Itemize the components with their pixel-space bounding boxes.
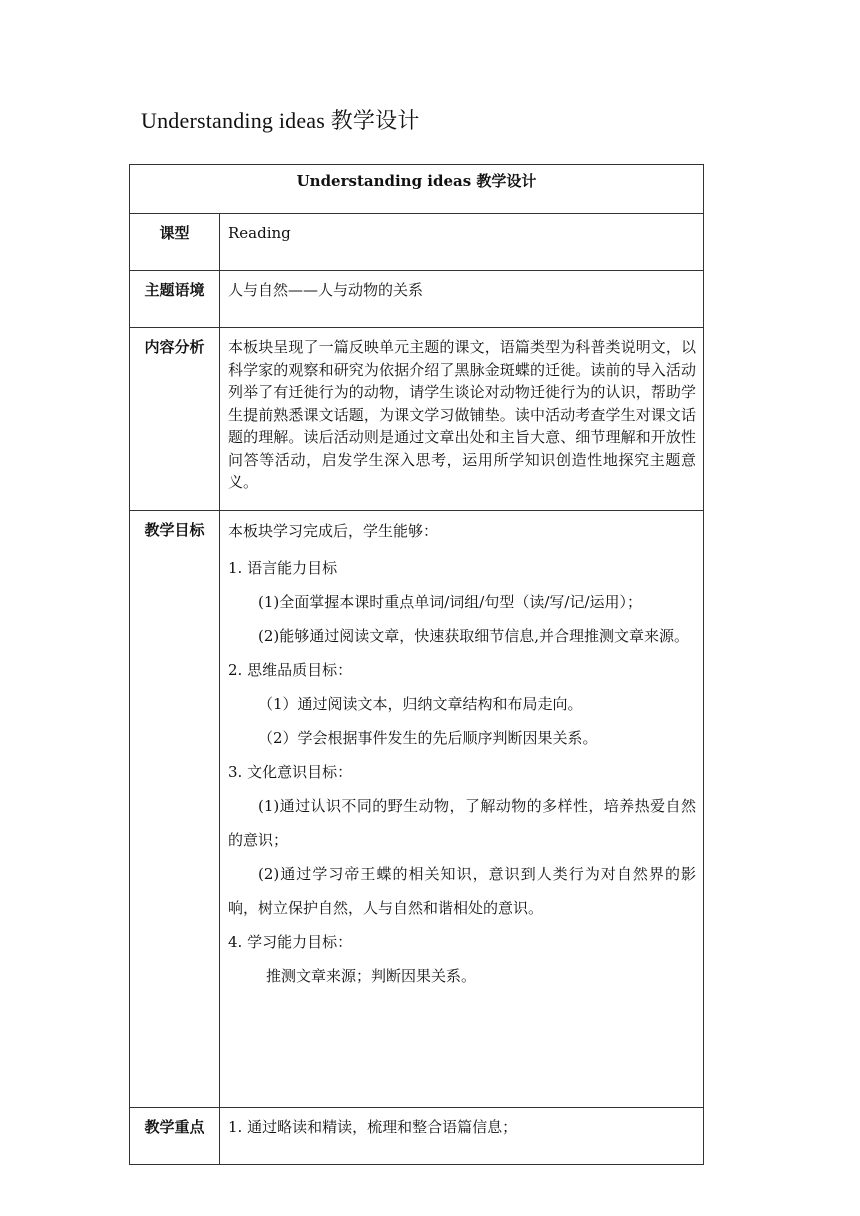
goal-culture-heading: 3. 文化意识目标： <box>228 763 353 781</box>
goal-language-heading: 1. 语言能力目标 <box>228 559 338 577</box>
row-value-teaching-goals <box>220 511 704 1108</box>
goal-culture-item-2: (2)通过学习帝王蝶的相关知识，意识到人类行为对自然界的影响，树立保护自然，人与自然和谐相处的意识。 <box>228 865 696 917</box>
goal-thinking-item-2: （2）学会根据事件发生的先后顺序判断因果关系。 <box>258 729 598 747</box>
row-label-theme: 主题语境 <box>130 271 220 328</box>
row-label-lesson-type: 课型 <box>130 214 220 271</box>
lesson-plan-table <box>129 164 704 1165</box>
goal-thinking-item-1: （1）通过阅读文本，归纳文章结构和布局走向。 <box>258 695 583 713</box>
goal-culture-item-1: (1)通过认识不同的野生动物，了解动物的多样性，培养热爱自然的意识； <box>228 797 696 849</box>
row-label-key-points: 教学重点 <box>130 1108 220 1165</box>
row-label-teaching-goals: 教学目标 <box>130 511 220 1108</box>
row-value-content-analysis: 本板块呈现了一篇反映单元主题的课文，语篇类型为科普类说明文，以科学家的观察和研究为依据介绍了黑脉金斑蝶的迁徙。读前的导入活动列举了有迁徙行为的动物，请学生谈论对动物迁徙行为的认识，帮助学生提前熟悉课文话题，为课文学习做铺垫。读中活动考查学生对课文话题的理解。读后活动则是通过文章出处和主旨大意、细节理解和开放性问答等活动，启发学生深入思考，运用所学知识创造性地探究主题意义。 <box>220 328 704 511</box>
table-row <box>130 328 704 511</box>
goals-intro: 本板块学习完成后，学生能够： <box>228 522 439 540</box>
table-header-text: Understanding ideas 教学设计 <box>296 172 537 190</box>
table-header-row <box>130 165 704 214</box>
goal-thinking-heading: 2. 思维品质目标： <box>228 661 353 679</box>
document-title: Understanding ideas 教学设计 <box>141 108 420 133</box>
goal-learning-item-1: 推测文章来源；判断因果关系。 <box>266 967 477 985</box>
table-header <box>130 165 704 214</box>
row-value-theme: 人与自然——人与动物的关系 <box>220 271 704 328</box>
row-value-lesson-type: Reading <box>220 214 704 271</box>
goal-learning-heading: 4. 学习能力目标： <box>228 933 353 951</box>
goal-language-item-1: (1)全面掌握本课时重点单词/词组/句型（读/写/记/运用）； <box>258 593 643 611</box>
goal-language-item-2: (2)能够通过阅读文章，快速获取细节信息,并合理推测文章来源。 <box>258 627 690 645</box>
table-row <box>130 214 704 271</box>
table-row <box>130 271 704 328</box>
table-row <box>130 511 704 1108</box>
row-label-content-analysis: 内容分析 <box>130 328 220 511</box>
table-row <box>130 1108 704 1165</box>
row-value-key-points: 1. 通过略读和精读，梳理和整合语篇信息； <box>220 1108 704 1165</box>
